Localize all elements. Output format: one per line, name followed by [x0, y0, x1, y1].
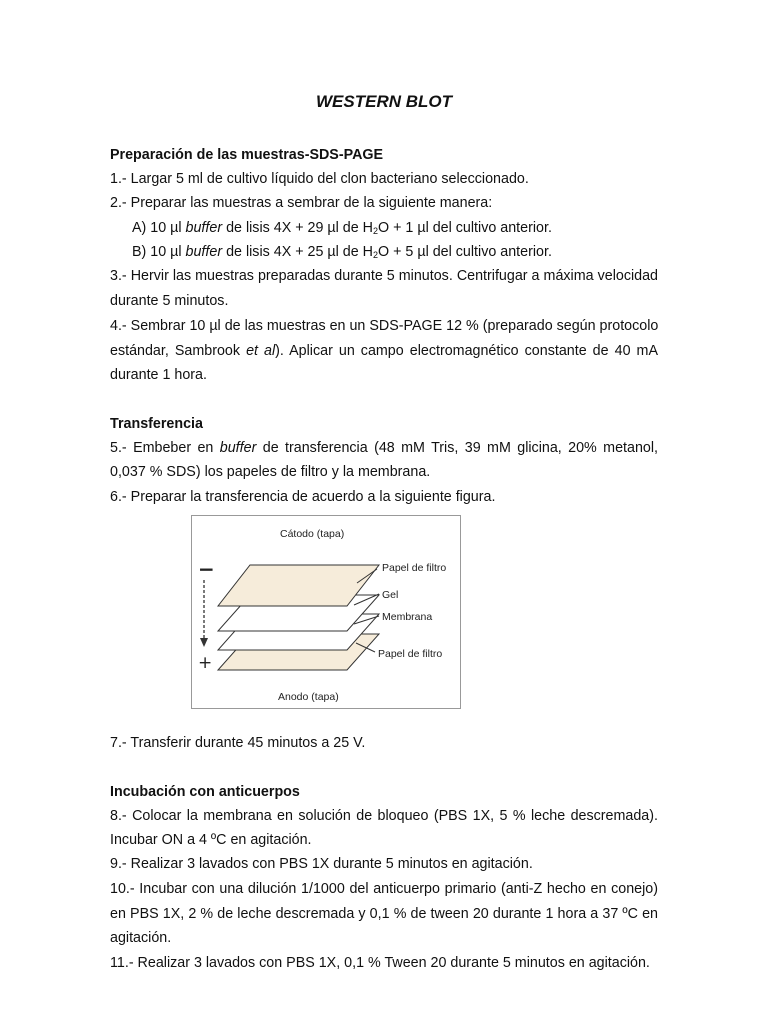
label-filter-paper-top: Papel de filtro	[382, 562, 447, 574]
minus-sign: −	[198, 557, 215, 581]
step-4-line-1: 4.- Sembrar 10 µl de las muestras en un SDS-PAGE 12 % (preparado según protocolo	[110, 318, 659, 334]
step-4-line-3: durante 1 hora.	[110, 367, 207, 383]
step-9: 9.- Realizar 3 lavados con PBS 1X durante 5 minutos en agitación.	[110, 856, 533, 872]
step-10-line-1: 10.- Incubar con una dilución 1/1000 del anticuerpo primario (anti-Z hecho en conejo)	[110, 881, 658, 897]
step-8-line-2: Incubar ON a 4 ºC en agitación.	[110, 832, 312, 848]
document-title: WESTERN BLOT	[316, 92, 452, 111]
step-6: 6.- Preparar la transferencia de acuerdo a la siguiente figura.	[110, 489, 496, 505]
step-2: 2.- Preparar las muestras a sembrar de la siguiente manera:	[110, 195, 493, 211]
cathode-label: Cátodo (tapa)	[280, 528, 345, 540]
step-2a: A) 10 µl buffer de lisis 4X + 29 µl de $H_2O + 1$ µl del cultivo anterior.	[132, 220, 552, 236]
plus-sign: +	[198, 653, 213, 673]
step-7: 7.- Transferir durante 45 minutos a 25 V.	[110, 735, 366, 751]
section-heading-preparacion: Preparación de las muestras-SDS-PAGE	[110, 147, 384, 163]
step-4-line-2: estándar, Sambrook et al). Aplicar un campo electromagnético constante de 40 mA	[110, 343, 659, 359]
step-8-line-1: 8.- Colocar la membrana en solución de bloqueo (PBS 1X, 5 % leche descremada).	[110, 808, 658, 824]
step-5-line-1: 5.- Embeber en buffer de transferencia (48 mM Tris, 39 mM glicina, 20% metanol,	[110, 440, 658, 456]
step-11: 11.- Realizar 3 lavados con PBS 1X, 0,1 % Tween 20 durante 5 minutos en agitación.	[110, 955, 650, 971]
transfer-stack-figure	[191, 515, 461, 709]
transfer-stack-diagram	[192, 516, 460, 708]
current-direction-arrowhead	[200, 638, 208, 647]
section-heading-incubacion: Incubación con anticuerpos	[110, 784, 300, 800]
step-2b: B) 10 µl buffer de lisis 4X + 25 µl de $H_2O + 5$ µl del cultivo anterior.	[132, 244, 552, 260]
step-10-line-2: en PBS 1X, 2 % de leche descremada y 0,1 % de tween 20 durante 1 hora a 37 ºC en	[110, 906, 658, 922]
step-3-line-1: 3.- Hervir las muestras preparadas durante 5 minutos. Centrifugar a máxima velocidad	[110, 268, 658, 284]
label-gel: Gel	[382, 589, 399, 601]
label-membrane: Membrana	[382, 611, 433, 623]
step-3-line-2: durante 5 minutos.	[110, 293, 229, 309]
anode-label: Anodo (tapa)	[278, 691, 339, 703]
step-10-line-3: agitación.	[110, 930, 172, 946]
step-1: 1.- Largar 5 ml de cultivo líquido del clon bacteriano seleccionado.	[110, 171, 529, 187]
section-heading-transferencia: Transferencia	[110, 416, 203, 432]
label-filter-paper-bottom: Papel de filtro	[378, 648, 443, 660]
step-5-line-2: 0,037 % SDS) los papeles de filtro y la membrana.	[110, 464, 431, 480]
